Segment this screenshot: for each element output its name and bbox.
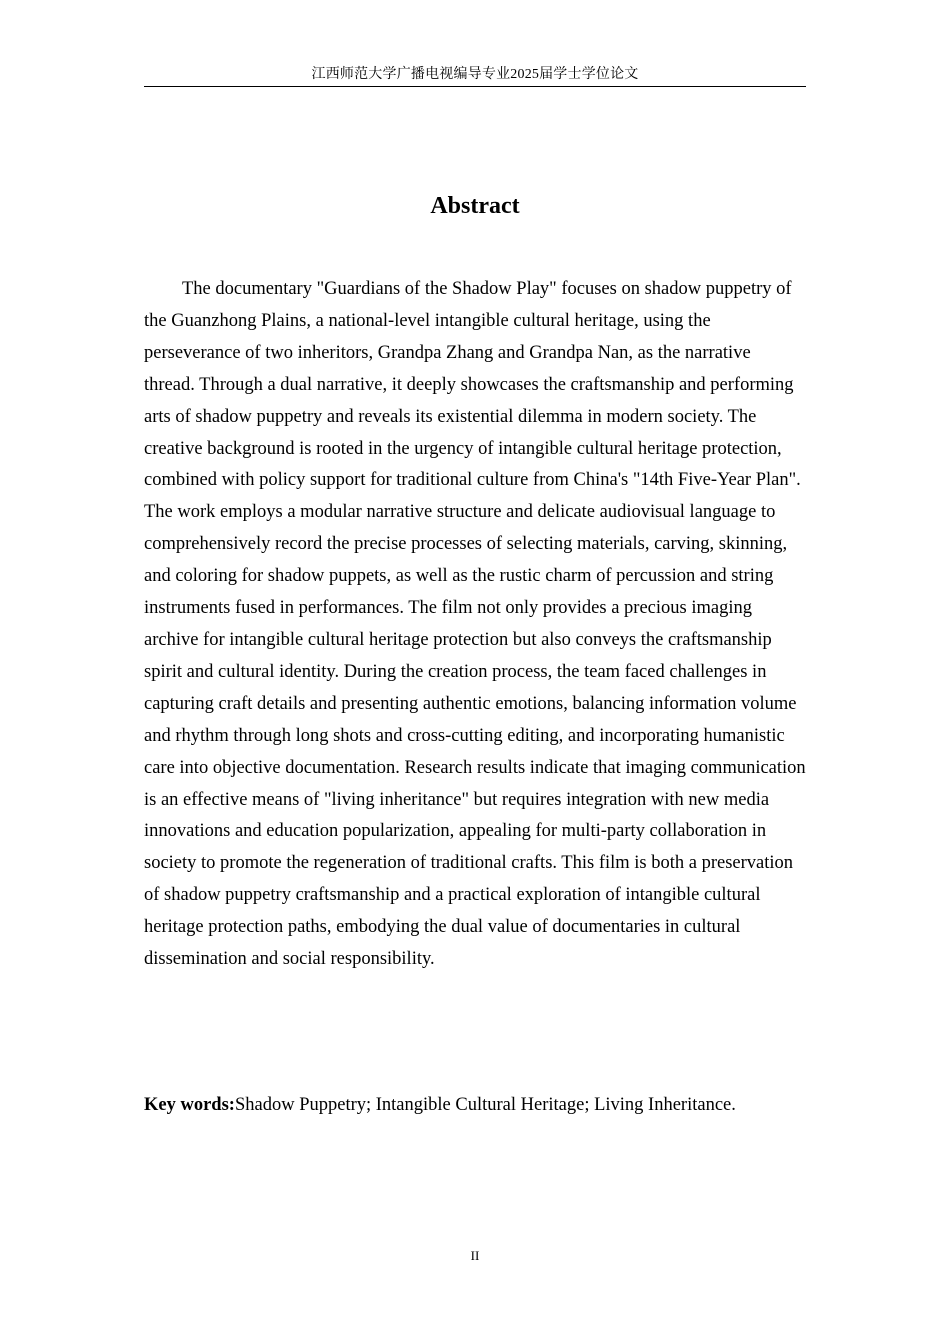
keywords-line (144, 1090, 806, 1120)
running-header: 江西师范大学广播电视编导专业2025届学士学位论文 (311, 67, 639, 82)
keywords-label: Key words: (144, 1095, 235, 1115)
abstract-title: Abstract (430, 193, 520, 219)
header-rule (144, 86, 806, 87)
page-number: II (470, 1248, 480, 1263)
abstract-body: The documentary "Guardians of the Shadow Play" focuses on shadow puppetry of the Guanzhong Plains, a national-level intangible cultural heritage, using the perseverance of two inheritors, Grandpa Zhang and Grandpa Nan, as the narrative thread. Through a dual narrative, it deeply showcases the craftsmanship and performing arts of shadow puppetry and reveals its existential dilemma in modern society. The creative background is rooted in the urgency of intangible cultural heritage protection, combined with policy support for traditional culture from China's "14th Five-Year Plan". The work employs a modular narrative structure and delicate audiovisual language to comprehensively record the precise processes of selecting materials, carving, skinning, and coloring for shadow puppets, as well as the rustic charm of percussion and string instruments fused in performances. The film not only provides a precious imaging archive for intangible cultural heritage protection but also conveys the craftsmanship spirit and cultural identity. During the creation process, the team faced challenges in capturing craft details and presenting authentic emotions, balancing information volume and rhythm through long shots and cross-cutting editing, and incorporating humanistic care into objective documentation. Research results indicate that imaging communication is an effective means of "living inheritance" but requires integration with new media innovations and education popularization, appealing for multi-party collaboration in society to promote the regeneration of traditional crafts. This film is both a preservation of shadow puppetry craftsmanship and a practical exploration of intangible cultural heritage protection paths, embodying the dual value of documentaries in cultural dissemination and social responsibility. (144, 279, 806, 970)
keywords-text: Shadow Puppetry; Intangible Cultural Heritage; Living Inheritance. (234, 1095, 736, 1115)
